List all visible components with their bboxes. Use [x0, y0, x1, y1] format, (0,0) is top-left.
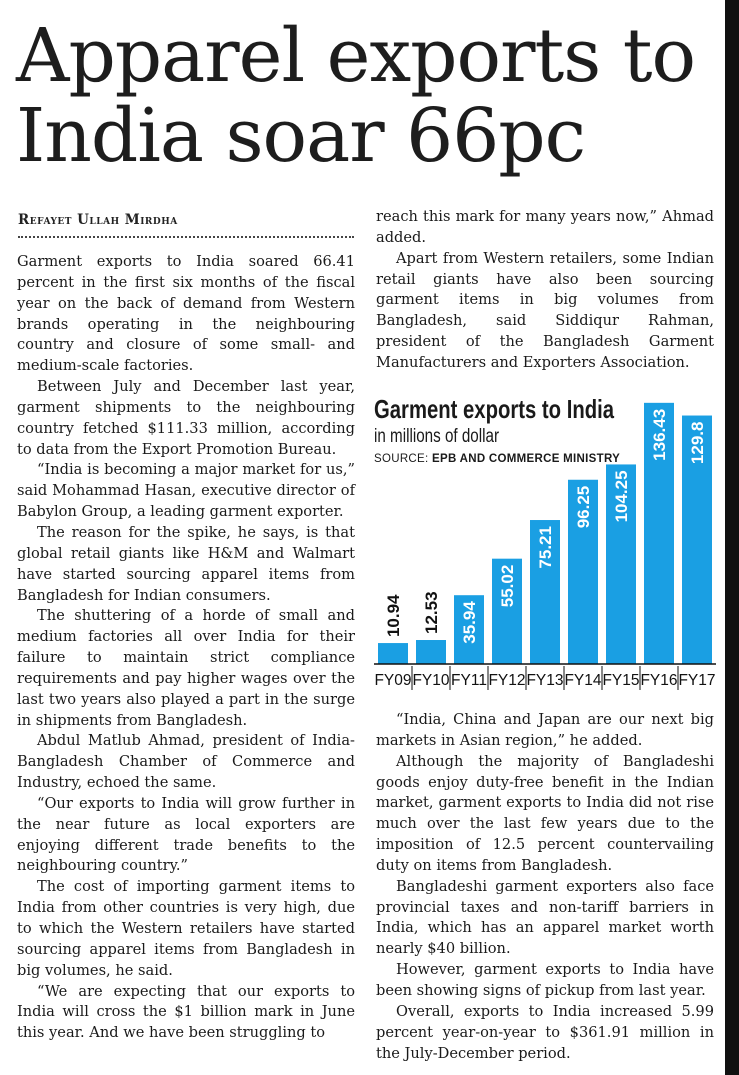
paragraph: “We are expecting that our exports to India will cross the $1 billion mark in June this year. And we have been struggling to — [17, 982, 355, 1042]
article-column-1 — [17, 252, 355, 1044]
article-column-2-top — [376, 207, 714, 374]
category-label: FY16 — [640, 672, 678, 689]
byline-divider — [18, 236, 354, 238]
paragraph: Although the majority of Bangladeshi goods enjoy duty-free benefit in the Indian market, garment exports to India did not rise much over the last few years due to the imposition of 12.5 percent countervailing duty on items from Bangladesh. — [376, 752, 714, 874]
value-label: 35.94 — [460, 601, 479, 644]
value-label: 96.25 — [574, 485, 593, 529]
paragraph: Overall, exports to India increased 5.99 percent year-on-year to $361.91 million in the July-December period. — [376, 1002, 714, 1062]
chart-source-label: SOURCE: — [374, 453, 429, 465]
chart-subtitle: in millions of dollar — [374, 426, 500, 447]
paragraph: Abdul Matlub Ahmad, president of India-Bangladesh Chamber of Commerce and Industry, echoed the same. — [17, 732, 355, 792]
paragraph: Between July and December last year, garment shipments to the neighbouring country fetched $111.33 million, according to data from the Export Promotion Bureau. — [17, 378, 355, 458]
chart-source-text: EPB AND COMMERCE MINISTRY — [432, 453, 621, 465]
value-label: 104.25 — [612, 470, 631, 523]
paragraph: “Our exports to India will grow further in the near future as local exporters are enjoying different trade benefits to the neighbouring country.” — [17, 794, 355, 875]
category-label: FY11 — [451, 672, 487, 689]
category-label: FY17 — [678, 672, 716, 689]
paragraph: The reason for the spike, he says, is that global retail giants like H&M and Walmart have started sourcing apparel items from Bangladesh for Indian consumers. — [17, 523, 355, 604]
value-label: 10.94 — [384, 594, 403, 638]
value-label: 55.02 — [498, 564, 517, 608]
garment-exports-chart — [372, 390, 716, 690]
value-label: 136.43 — [650, 408, 669, 461]
bar-fy09 — [378, 643, 408, 664]
value-label: 75.21 — [536, 526, 555, 569]
category-label: FY14 — [564, 672, 602, 689]
headline: Apparel exports to India soar 66pc — [16, 13, 696, 179]
chart-source — [374, 452, 634, 467]
category-label: FY15 — [602, 672, 640, 689]
paragraph: Apart from Western retailers, some Indian retail giants have also been sourcing garment items in big volumes from Bangladesh, said Siddiqur Rahman, president of the Bangladesh Garment Manufacturers and Exporters Association. — [376, 249, 714, 371]
category-label: FY13 — [526, 672, 564, 689]
paragraph: Bangladeshi garment exporters also face provincial taxes and non-tariff barriers in India, which has an apparel market worth nearly $40 billion. — [376, 877, 714, 958]
article-column-2-bottom — [376, 710, 714, 1064]
bar-fy10 — [416, 640, 446, 664]
paragraph: “India is becoming a major market for us,” said Mohammad Hasan, executive director of Babylon Group, a leading garment exporter. — [17, 461, 355, 521]
paragraph: reach this mark for many years now,” Ahmad added. — [376, 208, 714, 246]
page-edge — [725, 0, 739, 1075]
value-label: 129.8 — [688, 421, 707, 465]
paragraph: “India, China and Japan are our next big markets in Asian region,” he added. — [376, 711, 714, 749]
byline: Refayet Ullah Mirdha — [18, 212, 178, 228]
category-label: FY09 — [374, 672, 412, 689]
paragraph: The shuttering of a horde of small and medium factories all over India for their failure to maintain strict compliance requirements and pay higher wages over the last two years also played a part in the surge in shipments from Bangladesh. — [17, 607, 355, 729]
paragraph: However, garment exports to India have been showing signs of pickup from last year. — [376, 961, 714, 999]
category-label: FY12 — [488, 672, 526, 689]
category-label: FY10 — [412, 672, 450, 689]
paragraph: The cost of importing garment items to India from other countries is very high, due to which the Western retailers have started sourcing apparel items from Bangladesh in big volumes, he said. — [17, 878, 355, 979]
value-label: 12.53 — [422, 591, 441, 635]
paragraph: Garment exports to India soared 66.41 percent in the first six months of the fiscal year on the back of demand from Western brands operating in the neighbouring country and closure of some small- and medium-scale factories. — [17, 253, 355, 375]
chart-title: Garment exports to India — [374, 394, 615, 424]
